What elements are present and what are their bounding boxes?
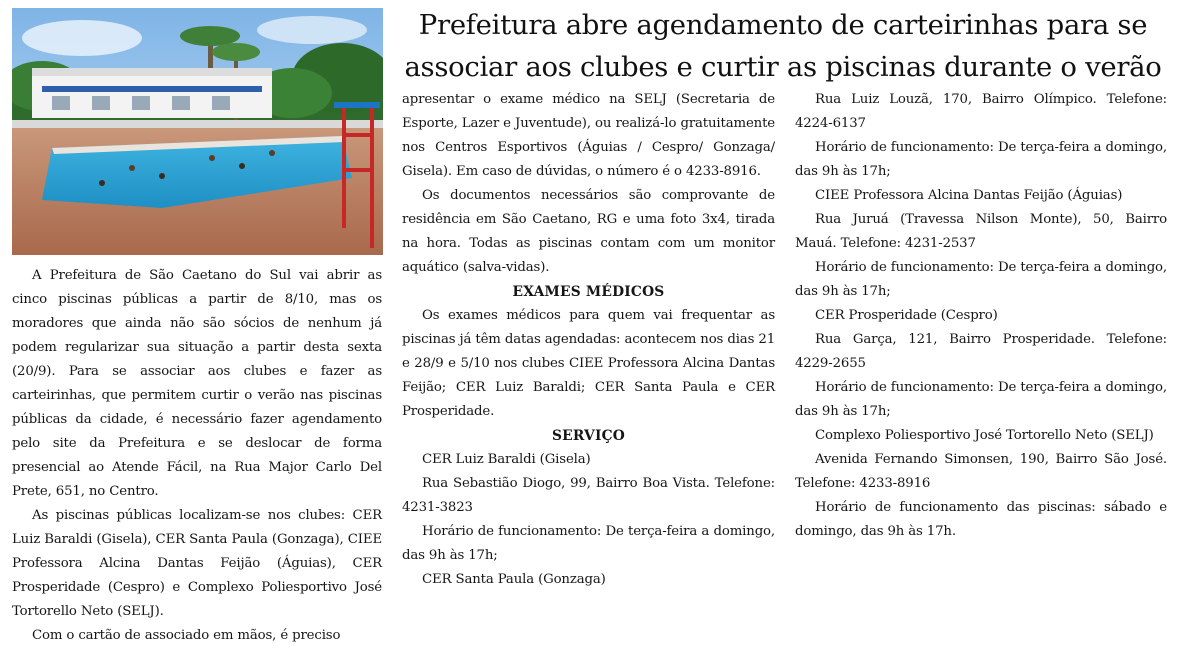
service-line: Avenida Fernando Simonsen, 190, Bairro São José. Telefone: 4233-8916	[795, 452, 1167, 491]
section-heading-servico: SERVIÇO	[551, 428, 625, 444]
article-column-3	[795, 88, 1167, 544]
service-line: CIEE Professora Alcina Dantas Feijão (Águias)	[815, 188, 1123, 203]
service-line: Rua Luiz Louzã, 170, Bairro Olímpico. Telefone: 4224-6137	[795, 92, 1167, 131]
paragraph: Os documentos necessários são comprovante de residência em São Caetano, RG e uma foto 3x4, tirada na hora. Todas as piscinas contam com um monitor aquático (salva-vidas).	[402, 188, 775, 275]
article-column-1	[12, 264, 382, 648]
service-line: Complexo Poliesportivo José Tortorello Neto (SELJ)	[815, 428, 1154, 443]
service-line: Horário de funcionamento: De terça-feira a domingo, das 9h às 17h;	[402, 524, 775, 563]
headline: Prefeitura abre agendamento de carteirinhas para se associar aos clubes e curtir as piscinas durante o verão	[404, 9, 1162, 83]
paragraph: As piscinas públicas localizam-se nos clubes: CER Luiz Baraldi (Gisela), CER Santa Paula (Gonzaga), CIEE Professora Alcina Dantas Feijão (Águias), CER Prosperidade (Cespro) e Complexo Poliesportivo José Tortorello Neto (SELJ).	[12, 508, 382, 619]
service-line: Horário de funcionamento: De terça-feira a domingo, das 9h às 17h;	[795, 140, 1167, 179]
pool-photo-icon	[12, 8, 383, 255]
article-column-2	[402, 88, 775, 592]
paragraph: apresentar o exame médico na SELJ (Secretaria de Esporte, Lazer e Juventude), ou realizá-lo gratuitamente nos Centros Esportivos (Águias / Cespro/ Gonzaga/ Gisela). Em caso de dúvidas, o número é o 4233-8916.	[402, 92, 775, 179]
service-line: Rua Garça, 121, Bairro Prosperidade. Telefone: 4229-2655	[795, 332, 1167, 371]
service-line: Horário de funcionamento: De terça-feira a domingo, das 9h às 17h;	[795, 260, 1167, 299]
service-line: CER Prosperidade (Cespro)	[815, 308, 998, 323]
paragraph: Com o cartão de associado em mãos, é preciso	[32, 628, 341, 643]
service-line: CER Santa Paula (Gonzaga)	[422, 572, 606, 587]
service-line: Horário de funcionamento das piscinas: sábado e domingo, das 9h às 17h.	[795, 500, 1167, 539]
service-line: Rua Juruá (Travessa Nilson Monte), 50, Bairro Mauá. Telefone: 4231-2537	[795, 212, 1167, 251]
section-heading-exames: EXAMES MÉDICOS	[512, 284, 665, 300]
service-line: Rua Sebastião Diogo, 99, Bairro Boa Vista. Telefone: 4231-3823	[402, 476, 775, 515]
service-line: Horário de funcionamento: De terça-feira a domingo, das 9h às 17h;	[795, 380, 1167, 419]
paragraph: A Prefeitura de São Caetano do Sul vai abrir as cinco piscinas públicas a partir de 8/10, mas os moradores que ainda não são sócios de nenhum já podem regularizar sua situação a partir desta sexta (20/9). Para se associar aos clubes e fazer as carteirinhas, que permitem curtir o verão nas piscinas públicas da cidade, é necessário fazer agendamento pelo site da Prefeitura e se deslocar de forma presencial ao Atende Fácil, na Rua Major Carlo Del Prete, 651, no Centro.	[12, 268, 382, 499]
paragraph: Os exames médicos para quem vai frequentar as piscinas já têm datas agendadas: acontecem nos dias 21 e 28/9 e 5/10 nos clubes CIEE Professora Alcina Dantas Feijão; CER Luiz Baraldi; CER Santa Paula e CER Prosperidade.	[402, 308, 775, 419]
service-line: CER Luiz Baraldi (Gisela)	[422, 452, 591, 467]
pool-photo	[12, 8, 383, 255]
